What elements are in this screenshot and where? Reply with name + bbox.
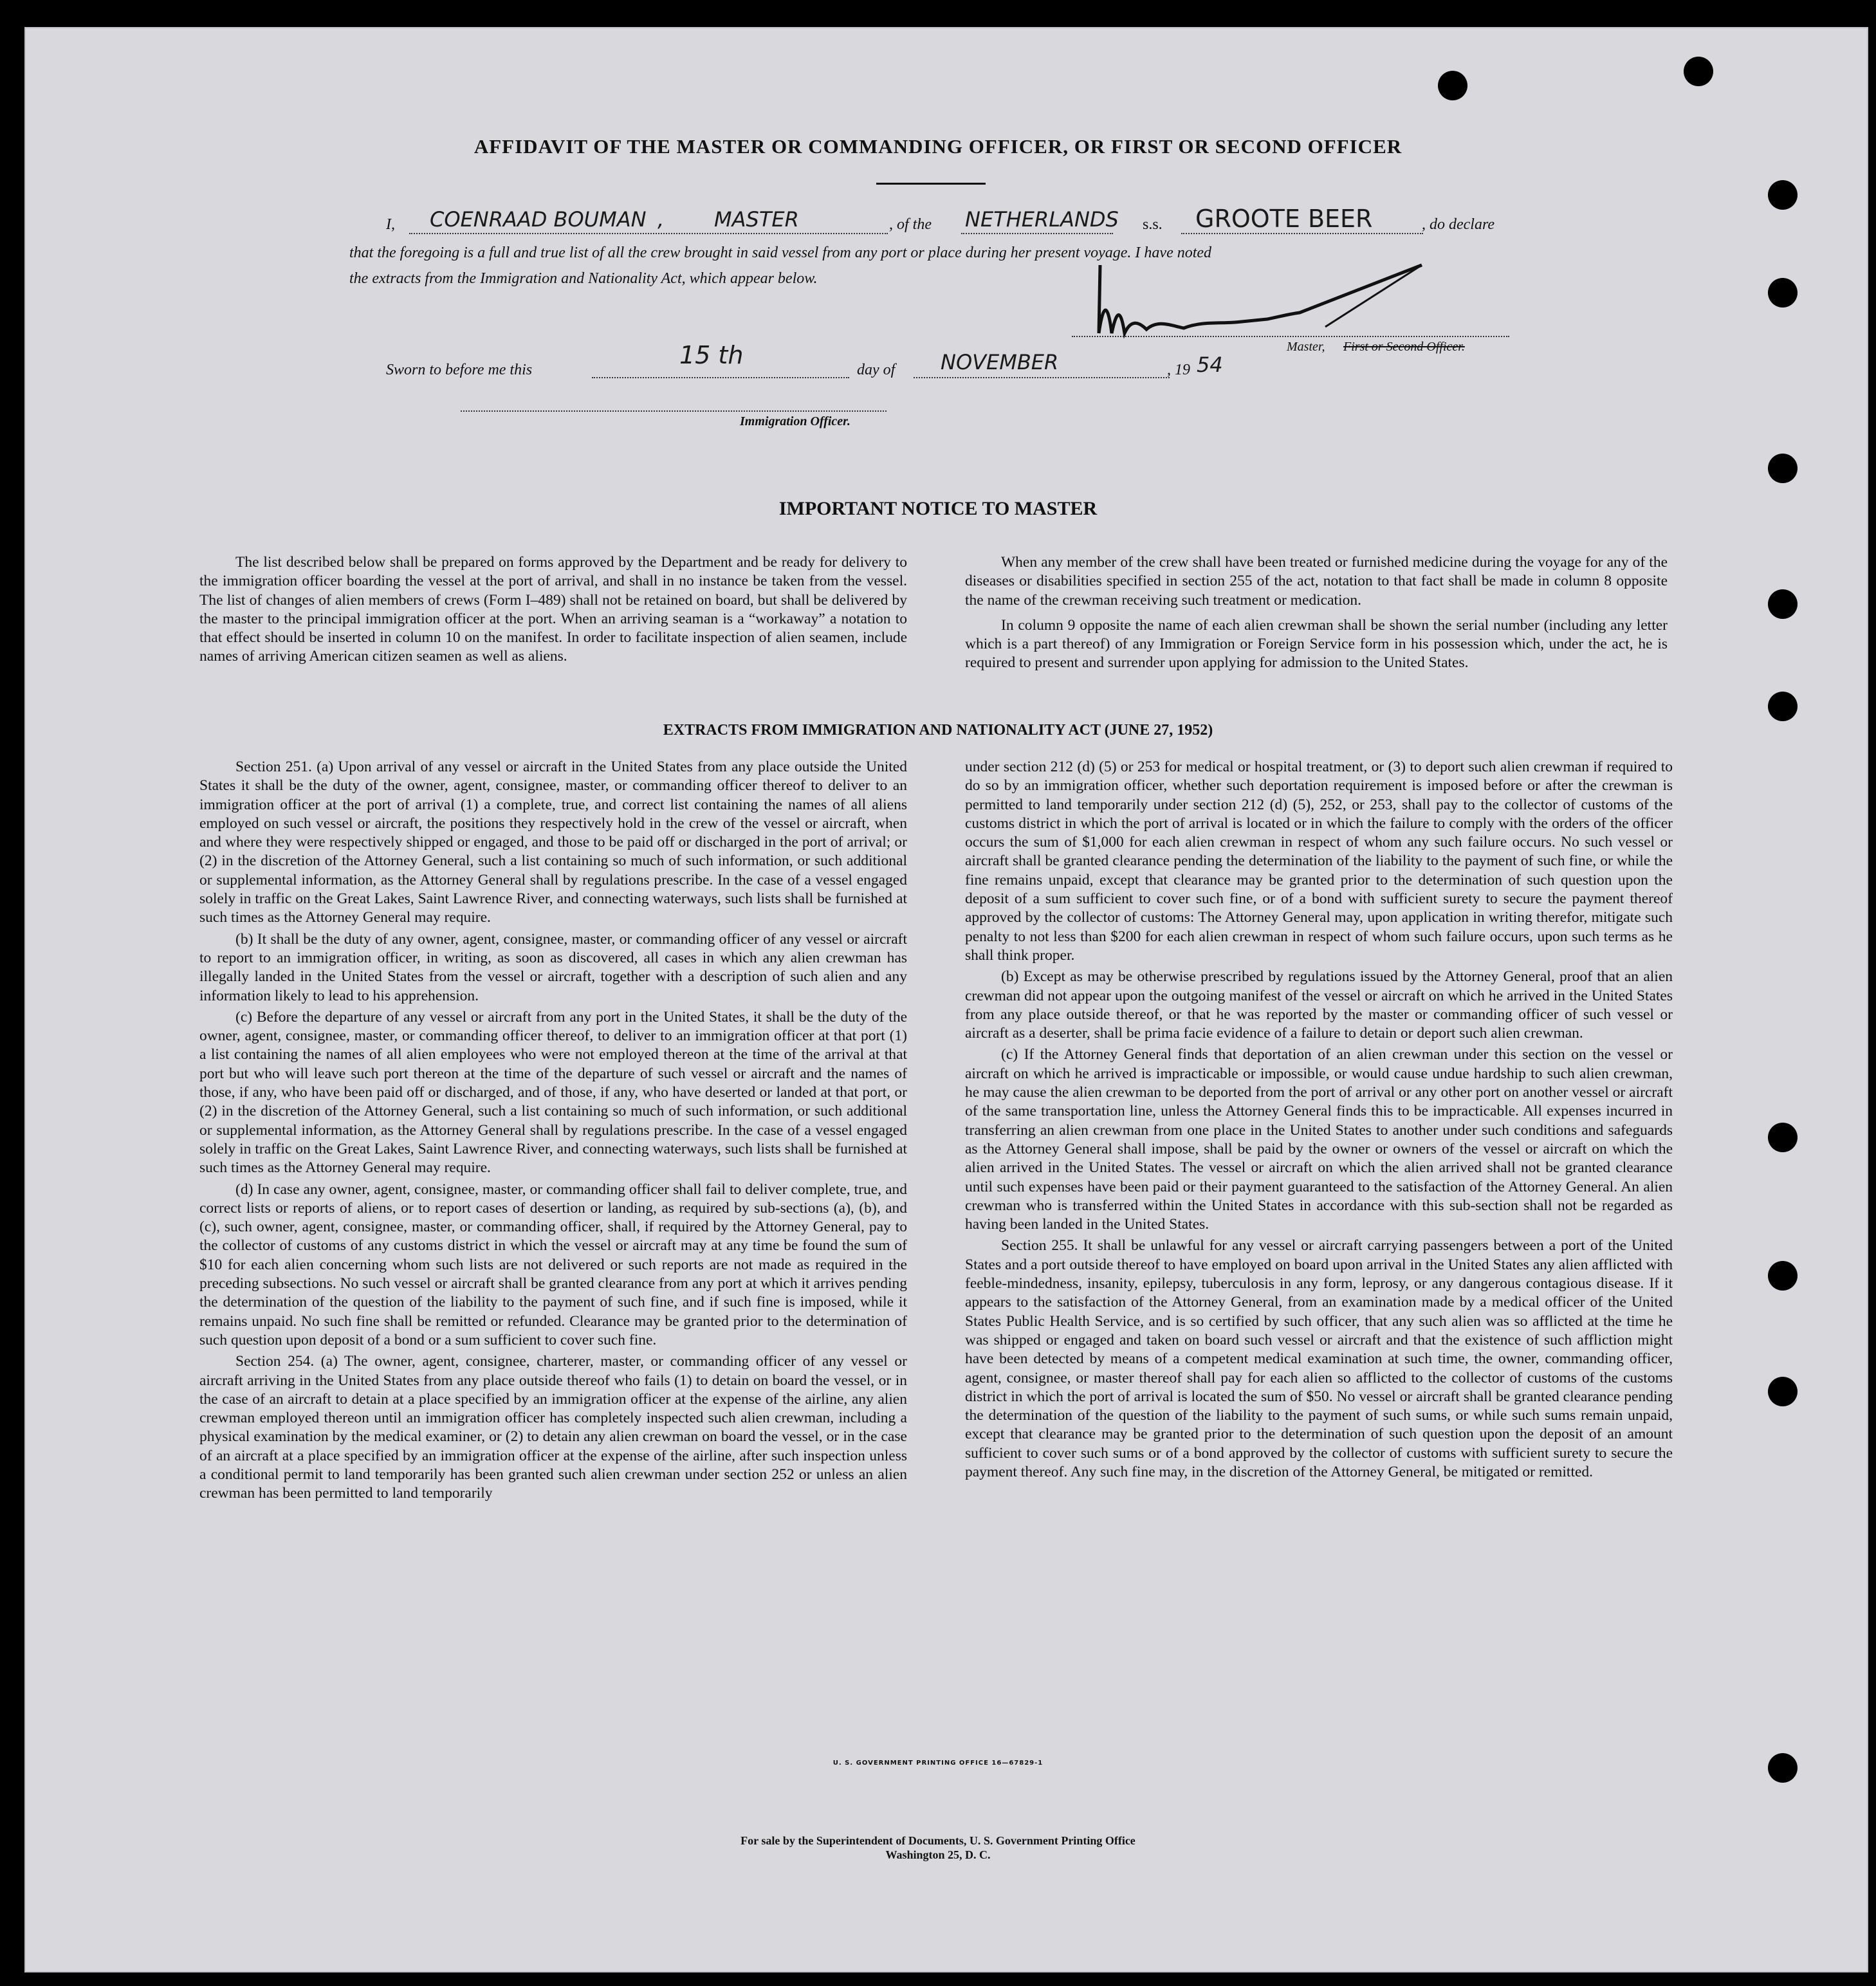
section-paragraph: Section 254. (a) The owner, agent, consignee, charterer, master, or commanding officer of any vessel or aircraft arriving in the United States from any place outside thereof who fails (1) to detain on board the vessel, or in the case of an aircraft to detain at a place specified by an immigration officer at the expense of the airline, any alien crewman employed thereon until an immigration officer has completely inspected such alien crewman, including a physical examination by the medical examiner, or (2) to detain any alien crewman on board the vessel, or in the case of an aircraft at a place specified by an immigration officer at the expense of the airline, after such inspection unless a conditional permit to land temporarily has been granted such alien crewman under section 252 or unless an alien crewman has been permitted to land temporarily — [199, 1353, 907, 1502]
nationality: NETHERLANDS — [965, 207, 1119, 232]
month-underline — [914, 377, 1170, 378]
sworn-year: 54 — [1197, 353, 1223, 377]
notice-paragraph: When any member of the crew shall have been treated or furnished medicine during the voyage for any of the diseases or disabilities specified in section 255 of the act, notation to that fact shall be made in column 8 opposite the name of the crewman receiving such treatment or medication. — [965, 554, 1668, 609]
notice-heading: IMPORTANT NOTICE TO MASTER — [778, 498, 1098, 519]
section-paragraph: under section 212 (d) (5) or 253 for medical or hospital treatment, or (3) to deport such alien crewman if required to do so by an immigration officer, whether such deportation requirement is imposed before or after the crewman is permitted to land temporarily under section 212 (d) (5), 252, or 253, shall pay to the collector of customs of the customs district in which the port of arrival is located or in which the failure to comply with the orders of the officer occurs the sum of $1,000 for each alien crewman in respect of whom any such failure occurs. No such vessel or aircraft shall be granted clearance pending the determination of the liability to the payment of such fine, or while the fine remains unpaid, except that clearance may be granted prior to the determination of such question upon the deposit of a sum sufficient to cover such fine, or of a bond with sufficient surety to secure the payment thereof approved by the collector of customs: The Attorney General may, upon application in writing therefor, mitigate such penalty to not less than $200 for each alien crewman in respect of whom such failure occurs, upon such terms as he shall think proper. — [965, 759, 1673, 964]
name-comma: , — [658, 207, 665, 232]
notice-right-column — [965, 553, 1668, 676]
punch-hole — [1438, 71, 1467, 100]
sworn-label: Sworn to before me this — [386, 362, 533, 378]
notice-paragraph: The list described below shall be prepared on forms approved by the Department and be ready for delivery to the immigration officer boarding the vessel at the port of arrival, and shall in no instance be taken from the vessel. The list of changes of alien members of crews (Form I–489) shall not be retained on board, but shall be delivered by the master to the principal immigration officer at the port. When an arriving seaman is a “workaway” a notation to that effect should be inserted in column 10 on the manifest. In order to facilitate inspection of alien seamen, include names of arriving American citizen seamen as well as aliens. — [199, 554, 907, 665]
master-label: Master, — [1287, 340, 1325, 354]
declare-label: , do declare — [1422, 216, 1495, 233]
punch-hole — [1768, 1261, 1798, 1291]
affidavit-line-3: the extracts from the Immigration and Nationality Act, which appear below. — [349, 270, 818, 287]
affidavit-line-2: that the foregoing is a full and true list of all the crew brought in said vessel from any port or place during her present voyage. I have noted — [349, 244, 1212, 261]
notice-left-column — [199, 553, 907, 669]
vessel-name: GROOTE BEER — [1195, 205, 1373, 233]
nationality-underline — [961, 233, 1113, 234]
immigration-officer-underline — [461, 410, 887, 412]
vessel-underline — [1181, 233, 1423, 234]
immigration-officer-label: Immigration Officer. — [740, 414, 851, 428]
section-paragraph: (c) If the Attorney General finds that deportation of an alien crewman under this section on the vessel or aircraft on which he arrived is impracticable or impossible, or would cause undue hardship to such alien crewman, he may cause the alien crewman to be deported from the port of arrival or any other port on another vessel or aircraft of the same transportation line, unless the Attorney General finds this to be impracticable. All expenses incurred in transferring an alien crewman from one place in the United States to another under such conditions and safeguards as the Attorney General shall impose, shall be paid by the owner or owners of the vessel or aircraft on which the alien arrived in the United States. The vessel or aircraft on which the alien arrived shall not be granted clearance until such expenses have been paid or their payment guaranteed to the satisfaction of the Attorney General. An alien crewman who is transferred within the United States in accordance with this sub-section shall not be regarded as having been landed in the United States. — [965, 1046, 1673, 1233]
name-underline — [409, 233, 888, 234]
punch-hole — [1768, 589, 1798, 619]
punch-hole — [1768, 1377, 1798, 1406]
section-paragraph: (c) Before the departure of any vessel or aircraft from any port in the United States, it shall be the duty of the owner, agent, consignee, master, or commanding officer thereof, to deliver to an immigration officer at that port (1) a list containing the names of all alien employees who were not employed thereon at the time of the arrival at that port but who will leave such port thereon at the time of the departure of such vessel or aircraft and the names of those, if any, who have been paid off or discharged, and of those, if any, who have deserted or landed at that port, or (2) in the discretion of the Attorney General, such a list containing so much of such information, or such additional or supplemental information, as the Attorney General shall by regulations prescribe. In the case of a vessel engaged solely in traffic on the Great Lakes, Saint Lawrence River, and connecting waterways, such lists shall be furnished at such times as the Attorney General may require. — [199, 1008, 907, 1177]
section-paragraph: (b) It shall be the duty of any owner, agent, consignee, master, or commanding officer of any vessel or aircraft to report to an immigration officer, in writing, as soon as discovered, all cases in which any alien crewman has illegally landed in the United States from the vessel or aircraft, together with a description of such alien and any information likely to lead to his apprehension. — [199, 930, 907, 1004]
punch-hole — [1768, 1123, 1798, 1152]
sworn-day: 15 th — [679, 341, 744, 369]
master-title: MASTER — [714, 207, 799, 232]
ss-label: s.s. — [1143, 216, 1163, 233]
sale-notice — [0, 1834, 1876, 1862]
sale-line-1: For sale by the Superintendent of Documents, U. S. Government Printing Office — [740, 1834, 1136, 1847]
punch-hole — [1768, 454, 1798, 483]
of-the-label: , of the — [889, 216, 932, 233]
i-label: I, — [386, 216, 395, 233]
sworn-month: NOVEMBER — [941, 350, 1059, 374]
extracts-left-column — [199, 758, 907, 1506]
punch-hole — [1768, 692, 1798, 721]
punch-hole — [1684, 57, 1713, 86]
master-signature — [1074, 257, 1435, 347]
punch-hole — [1768, 278, 1798, 308]
section-paragraph: (d) In case any owner, agent, consignee, master, or commanding officer shall fail to deliver complete, true, and correct lists or reports of aliens, or to report cases of desertion or landing, as required by sub-sections (a), (b), and (c), such owner, agent, consignee, master, or commanding officer, shall, if required by the Attorney General, pay to the collector of customs of any customs district in which the vessel or aircraft may at any time be found the sum of $10 for each alien concerning whom such lists are not delivered or such reports are not made as required in the preceding subsections. No such vessel or aircraft shall be granted clearance from any port at which it arrives pending the determination of the question of the liability to the payment of such fine, and if such fine is imposed, while it remains unpaid. No such fine shall be remitted or refunded. Clearance may be granted prior to the determination of such question upon deposit of a bond or a sum sufficient to cover such fine. — [199, 1181, 907, 1348]
punch-hole — [1768, 1753, 1798, 1783]
day-underline — [592, 377, 849, 378]
master-name: COENRAAD BOUMAN — [430, 207, 647, 232]
gpo-imprint: U. S. GOVERNMENT PRINTING OFFICE 16—67829-1 — [832, 1760, 1044, 1767]
heading-rule — [876, 183, 986, 185]
signature-underline — [1072, 336, 1509, 337]
section-paragraph: Section 251. (a) Upon arrival of any vessel or aircraft in the United States from any place outside the United States it shall be the duty of the owner, agent, consignee, master, or commanding officer thereof to deliver to an immigration officer at the port of arrival (1) a complete, true, and correct list containing the names of all aliens employed on such vessel or aircraft, the positions they respectively hold in the crew of the vessel or aircraft, when and where they were respectively shipped or engaged, and those to be paid off or discharged in the port of arrival; or (2) in the discretion of the Attorney General, such a list containing so much of such information, or such additional or supplemental information, as the Attorney General shall by regulations prescribe. In the case of a vessel engaged solely in traffic on the Great Lakes, Saint Lawrence River, and connecting waterways, such lists shall be furnished at such times as the Attorney General may require. — [199, 759, 907, 926]
affidavit-heading: AFFIDAVIT OF THE MASTER OR COMMANDING OFFICER, OR FIRST OR SECOND OFFICER — [474, 135, 1402, 158]
sale-line-2: Washington 25, D. C. — [885, 1848, 991, 1861]
extracts-right-column — [965, 758, 1673, 1484]
day-of-label: day of — [857, 362, 896, 378]
notice-paragraph: In column 9 opposite the name of each alien crewman shall be shown the serial number (including any letter which is a part thereof) of any Immigration or Foreign Service form in his possession which, under the act, he is required to present and surrender upon applying for admission to the United States. — [965, 616, 1668, 672]
extracts-heading: EXTRACTS FROM IMMIGRATION AND NATIONALITY ACT (JUNE 27, 1952) — [663, 722, 1213, 739]
section-paragraph: Section 255. It shall be unlawful for any vessel or aircraft carrying passengers between a port of the United States and a port outside thereof to have employed on board upon arrival in the United States any alien afflicted with feeble-mindedness, insanity, epilepsy, tuberculosis in any form, leprosy, or any dangerous contagious disease. If it appears to the satisfaction of the Attorney General, from an examination made by a medical officer of the United States Public Health Service, and is so certified by such officer, that any such alien was so afflicted at the time he was shipped or engaged and taken on board such vessel or aircraft and that the existence of such affliction might have been detected by means of a competent medical examination at such time, the owner, commanding officer, agent, consignee, or master thereof shall pay for each alien so afflicted to the collector of customs of the customs district in which the port of arrival is located the sum of $50. No vessel or aircraft shall be granted clearance pending the determination of the question of the liability to the payment of such sums, or while such sums remain unpaid, except that clearance may be granted prior to the determination of such question upon the deposit of an amount sufficient to cover such sums or of a bond approved by the collector of customs with sufficient surety to secure the payment thereof. Any such fine may, in the discretion of the Attorney General, be mitigated or remitted. — [965, 1237, 1673, 1480]
year-prefix: , 19 — [1167, 362, 1190, 378]
first-second-officer-struck: First or Second Officer. — [1343, 340, 1465, 354]
section-paragraph: (b) Except as may be otherwise prescribed by regulations issued by the Attorney General, proof that an alien crewman did not appear upon the outgoing manifest of the vessel or aircraft on which he arrived in the United States from any place outside thereof, or that he was reported by the master or commanding officer of such vessel or aircraft as a deserter, shall be prima facie evidence of a failure to detain or deport such alien crewman. — [965, 968, 1673, 1042]
punch-hole — [1768, 180, 1798, 210]
